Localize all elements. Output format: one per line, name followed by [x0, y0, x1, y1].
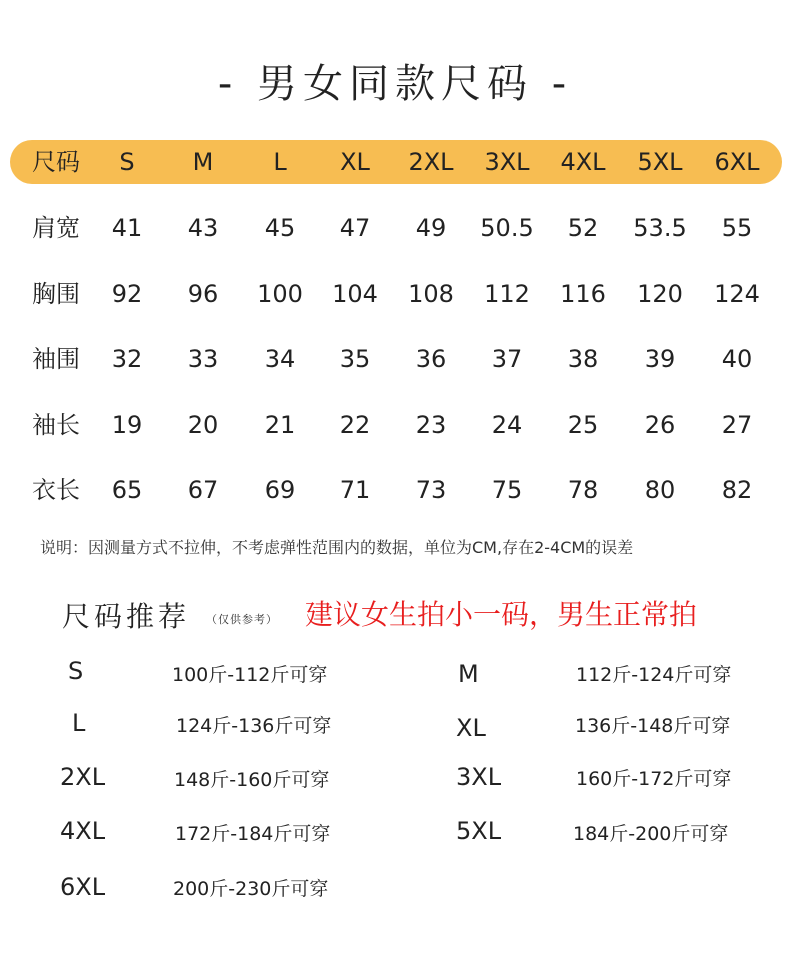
header-cell: S: [119, 148, 135, 176]
table-cell: 82: [721, 476, 753, 504]
size-table: [10, 140, 782, 534]
table-cell: 116: [560, 279, 606, 308]
table-cell: 124: [714, 279, 760, 308]
rec-size: S: [68, 657, 84, 685]
table-cell: 78: [567, 476, 599, 504]
header-cell: 尺码: [32, 148, 80, 176]
table-cell: 80: [644, 476, 676, 504]
table-cell: 43: [187, 214, 219, 242]
header-cell: 4XL: [560, 148, 606, 176]
table-cell: 34: [264, 345, 296, 373]
table-cell: 37: [491, 345, 523, 373]
header-cell: L: [273, 148, 287, 176]
table-cell: 67: [187, 476, 219, 504]
table-row: [10, 272, 782, 316]
table-cell: 53.5: [633, 214, 687, 242]
table-cell: 69: [264, 476, 296, 504]
table-row: [10, 468, 782, 512]
header-cell: 5XL: [637, 148, 683, 176]
table-cell: 26: [644, 410, 676, 439]
page-title: - 男女同款尺码 -: [217, 61, 573, 107]
rec-range: 200斤-230斤可穿: [173, 878, 329, 900]
measurement-note: 说明：因测量方式不拉伸，不考虑弹性范围内的数据，单位为CM,存在2-4CM的误差: [40, 538, 634, 557]
table-cell: 104: [332, 279, 378, 308]
rec-size: L: [72, 709, 86, 737]
table-row: [10, 337, 782, 381]
rec-size: M: [458, 660, 479, 688]
rec-size: XL: [456, 714, 486, 742]
table-cell: 92: [111, 279, 143, 308]
rec-size: 3XL: [456, 763, 502, 791]
table-cell: 24: [491, 410, 523, 439]
header-cell: 3XL: [484, 148, 530, 176]
header-cell: M: [192, 148, 214, 176]
table-cell: 23: [415, 410, 447, 439]
row-label: 肩宽: [32, 214, 80, 242]
table-row: [10, 403, 782, 447]
table-cell: 65: [111, 476, 143, 504]
table-cell: 33: [187, 345, 219, 373]
table-cell: 21: [264, 410, 296, 439]
table-cell: 19: [111, 410, 143, 439]
table-cell: 96: [187, 279, 219, 308]
table-cell: 47: [339, 214, 371, 242]
table-cell: 100: [257, 279, 303, 308]
row-label: 袖长: [32, 410, 80, 439]
table-cell: 75: [491, 476, 523, 504]
rec-size: 5XL: [456, 817, 502, 845]
table-header-row: [10, 140, 782, 184]
table-cell: 22: [339, 410, 371, 439]
table-cell: 45: [264, 214, 296, 242]
rec-range: 184斤-200斤可穿: [573, 823, 729, 845]
row-label: 袖围: [32, 345, 80, 373]
rec-size: 6XL: [60, 873, 106, 901]
rec-range: 160斤-172斤可穿: [576, 768, 732, 790]
recommend-subnote: （仅供参考）: [206, 613, 278, 626]
table-row: [10, 206, 782, 250]
header-cell: XL: [340, 148, 370, 176]
table-cell: 112: [484, 279, 530, 308]
table-cell: 73: [415, 476, 447, 504]
rec-range: 136斤-148斤可穿: [575, 715, 731, 737]
row-label: 胸围: [32, 279, 80, 308]
rec-range: 148斤-160斤可穿: [174, 769, 330, 791]
rec-size: 2XL: [60, 763, 106, 791]
rec-range: 124斤-136斤可穿: [176, 715, 332, 737]
table-cell: 39: [644, 345, 676, 373]
table-cell: 38: [567, 345, 599, 373]
table-cell: 50.5: [480, 214, 534, 242]
rec-range: 112斤-124斤可穿: [576, 664, 732, 686]
table-cell: 108: [408, 279, 454, 308]
table-cell: 20: [187, 410, 219, 439]
row-label: 衣长: [32, 476, 80, 504]
table-cell: 71: [339, 476, 371, 504]
table-cell: 55: [721, 214, 753, 242]
table-cell: 40: [721, 345, 753, 373]
table-cell: 32: [111, 345, 143, 373]
table-cell: 49: [415, 214, 447, 242]
table-cell: 52: [567, 214, 599, 242]
table-cell: 36: [415, 345, 447, 373]
table-cell: 25: [567, 410, 599, 439]
recommend-title: 尺码推荐: [62, 600, 191, 633]
recommend-highlight: 建议女生拍小一码，男生正常拍: [305, 598, 698, 631]
header-cell: 6XL: [714, 148, 760, 176]
header-cell: 2XL: [408, 148, 454, 176]
table-cell: 35: [339, 345, 371, 373]
rec-range: 172斤-184斤可穿: [175, 823, 331, 845]
rec-range: 100斤-112斤可穿: [172, 664, 328, 686]
table-cell: 120: [637, 279, 683, 308]
table-cell: 27: [721, 410, 753, 439]
table-cell: 41: [111, 214, 143, 242]
rec-size: 4XL: [60, 817, 106, 845]
